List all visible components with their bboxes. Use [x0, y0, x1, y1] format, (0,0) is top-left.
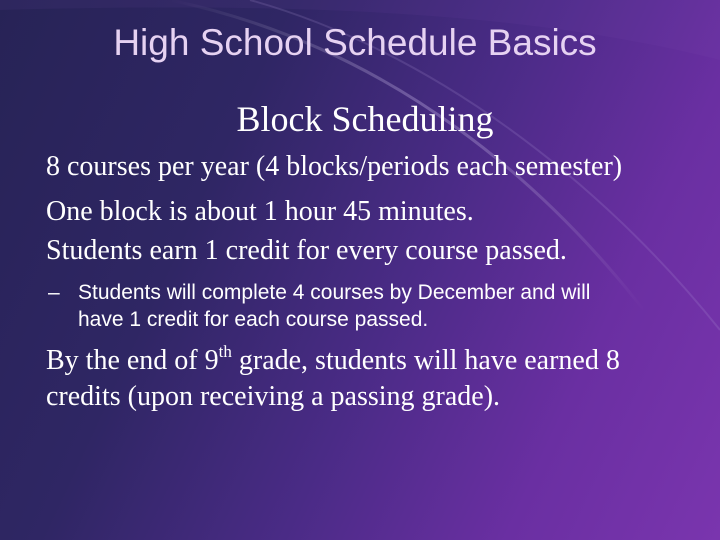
slide-subtitle: Block Scheduling — [236, 99, 494, 139]
bullet-ninth-grade-credits — [46, 343, 716, 415]
sub-bullet-december — [48, 279, 590, 333]
sub-bullet-text-1: Students will complete 4 courses by December and will — [78, 281, 591, 304]
bullet-credits-earned: Students earn 1 credit for every course passed. — [46, 235, 567, 266]
dash-marker: – — [48, 281, 60, 304]
ordinal-superscript: th — [218, 342, 232, 361]
bullet-block-length: One block is about 1 hour 45 minutes. — [46, 196, 474, 227]
last-bullet-part-2: grade, students will have earned 8 — [231, 345, 620, 376]
sub-bullet-line-2: have 1 credit for each course passed. — [78, 308, 429, 331]
slide-title: High School Schedule Basics — [113, 22, 597, 63]
last-bullet-line-2: credits (upon receiving a passing grade). — [46, 381, 501, 412]
bullet-courses-per-year: 8 courses per year (4 blocks/periods each semester) — [46, 151, 623, 182]
sub-bullet-line-1 — [48, 279, 590, 306]
last-bullet-part-1: By the end of 9 — [46, 345, 219, 376]
last-bullet-line-1 — [46, 343, 716, 379]
